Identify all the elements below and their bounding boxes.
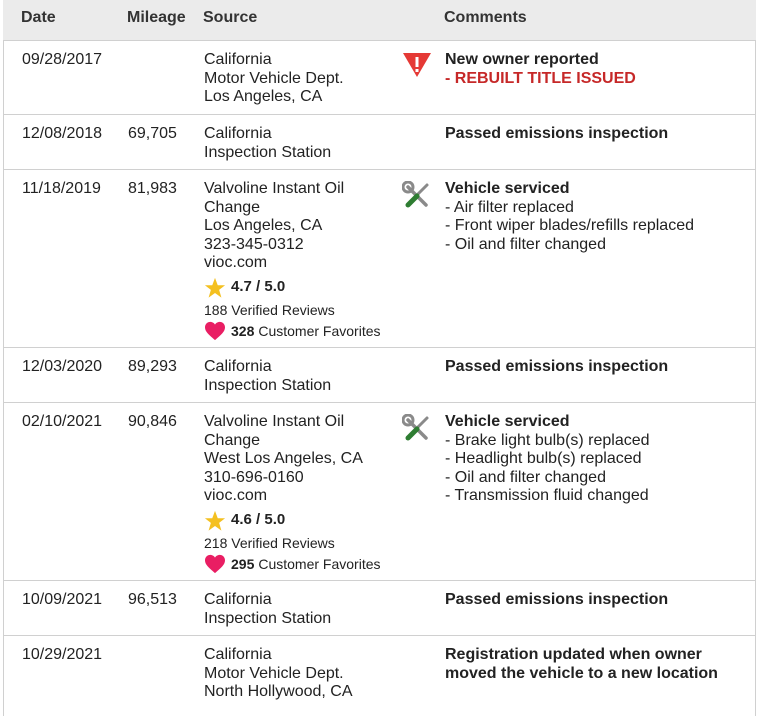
row-comments — [445, 646, 735, 683]
favorites-count: 295 — [231, 555, 255, 572]
header-date: Date — [21, 9, 56, 26]
service-item: - Air filter replaced — [445, 198, 574, 216]
verified-reviews[interactable]: 188 Verified Reviews — [204, 301, 335, 318]
table-row — [3, 170, 756, 348]
website-link[interactable]: vioc.com — [204, 487, 268, 504]
header-mileage: Mileage — [127, 9, 186, 26]
source-line: Inspection Station — [204, 376, 332, 394]
comment-title: Passed emissions inspection — [445, 125, 669, 142]
source-line: California — [204, 591, 272, 608]
phone-number[interactable]: 323-345-0312 — [204, 235, 304, 253]
service-item: - Brake light bulb(s) replaced — [445, 431, 650, 449]
comment-title: Vehicle serviced — [445, 180, 570, 197]
comment-title: Registration updated when owner moved the vehicle to a new location — [445, 646, 718, 682]
header-comments: Comments — [444, 9, 527, 26]
row-comments — [445, 125, 745, 144]
service-item: - Headlight bulb(s) replaced — [445, 450, 642, 467]
row-date: 12/03/2020 — [22, 358, 103, 375]
row-source — [204, 591, 404, 628]
source-line: Motor Vehicle Dept. — [204, 664, 344, 682]
row-mileage: 90,846 — [128, 413, 177, 430]
header-source: Source — [203, 9, 258, 26]
rating-value: 4.7 / 5.0 — [231, 278, 286, 296]
source-line: Inspection Station — [204, 609, 332, 627]
source-line: Valvoline Instant Oil — [204, 180, 345, 197]
row-mileage: 69,705 — [128, 125, 177, 142]
row-comments — [445, 180, 745, 254]
row-source — [204, 413, 404, 574]
vehicle-history-table — [3, 0, 756, 716]
favorites-label: Customer Favorites — [258, 322, 381, 339]
star-icon — [204, 510, 226, 532]
wrench-screwdriver-icon — [402, 181, 432, 211]
row-comments — [445, 358, 745, 377]
service-item: - Front wiper blades/refills replaced — [445, 217, 694, 234]
source-line: California — [204, 125, 272, 142]
rating — [204, 277, 404, 299]
comment-title: Passed emissions inspection — [445, 358, 669, 375]
wrench-screwdriver-icon — [402, 414, 432, 444]
row-mileage: 96,513 — [128, 591, 177, 608]
row-date: 02/10/2021 — [22, 413, 103, 430]
star-icon — [204, 277, 226, 299]
service-item: - Oil and filter changed — [445, 235, 606, 253]
source-line: Valvoline Instant Oil — [204, 413, 345, 430]
table-row — [3, 348, 756, 403]
table-row — [3, 41, 756, 115]
rating-value: 4.6 / 5.0 — [231, 511, 286, 529]
source-line: Los Angeles, CA — [204, 88, 323, 105]
source-line: West Los Angeles, CA — [204, 450, 363, 467]
customer-favorites — [204, 554, 404, 574]
source-line: Change — [204, 431, 261, 449]
source-line: California — [204, 358, 272, 375]
service-item: - Transmission fluid changed — [445, 487, 649, 504]
row-comments — [445, 413, 745, 506]
row-source — [204, 125, 404, 162]
verified-reviews[interactable]: 218 Verified Reviews — [204, 534, 335, 551]
comment-title: Vehicle serviced — [445, 413, 570, 430]
table-row — [3, 636, 756, 716]
source-line: North Hollywood, CA — [204, 683, 353, 700]
row-source — [204, 358, 404, 395]
row-date: 10/29/2021 — [22, 646, 103, 663]
source-line: Motor Vehicle Dept. — [204, 69, 344, 87]
rebuilt-title-alert: - REBUILT TITLE ISSUED — [445, 69, 636, 87]
source-line: California — [204, 51, 272, 68]
row-comments — [445, 591, 745, 610]
table-row — [3, 581, 756, 636]
service-item: - Oil and filter changed — [445, 468, 606, 486]
favorites-count: 328 — [231, 322, 255, 339]
comment-title: New owner reported — [445, 51, 599, 68]
favorites-label: Customer Favorites — [258, 555, 381, 572]
row-comments — [445, 51, 745, 88]
heart-icon — [204, 554, 226, 574]
comment-title: Passed emissions inspection — [445, 591, 669, 608]
source-line: Los Angeles, CA — [204, 217, 323, 234]
row-mileage: 81,983 — [128, 180, 177, 197]
source-line: Change — [204, 198, 261, 216]
row-date: 09/28/2017 — [22, 51, 103, 68]
row-date: 11/18/2019 — [22, 180, 101, 197]
source-line: Inspection Station — [204, 143, 332, 161]
table-header — [3, 0, 756, 41]
website-link[interactable]: vioc.com — [204, 254, 268, 271]
row-source — [204, 646, 404, 702]
phone-number[interactable]: 310-696-0160 — [204, 468, 304, 486]
heart-icon — [204, 321, 226, 341]
table-row — [3, 403, 756, 581]
rating — [204, 510, 404, 532]
row-source — [204, 51, 404, 107]
customer-favorites — [204, 321, 404, 341]
warning-icon — [402, 52, 432, 82]
row-date: 10/09/2021 — [22, 591, 103, 608]
source-line: California — [204, 646, 272, 663]
row-source — [204, 180, 404, 341]
row-date: 12/08/2018 — [22, 125, 103, 142]
row-mileage: 89,293 — [128, 358, 177, 375]
table-row — [3, 115, 756, 170]
